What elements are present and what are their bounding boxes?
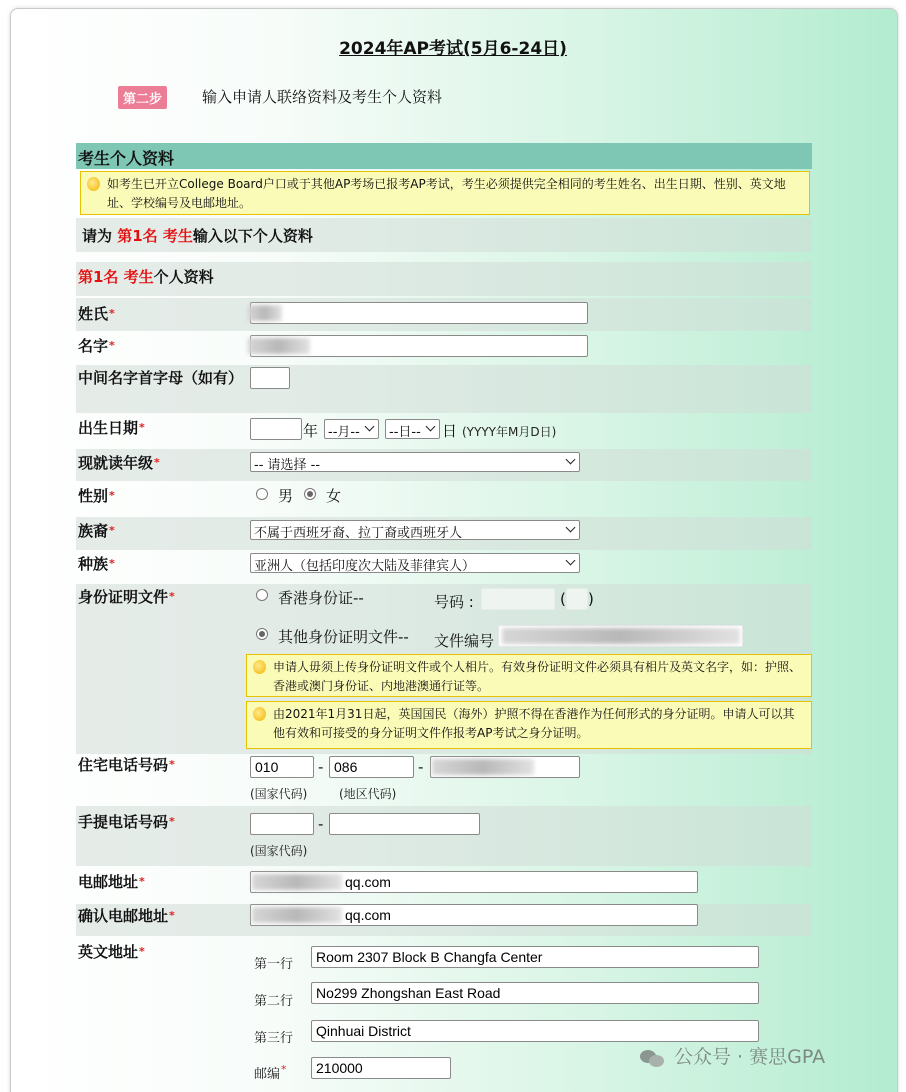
redacted-given-name [248, 338, 310, 354]
dob-day-unit: 日 [442, 422, 458, 440]
address-label: 英文地址* [78, 943, 145, 961]
home-country-code-input[interactable] [250, 756, 314, 778]
step-description: 输入申请人联络资料及考生个人资料 [202, 88, 443, 106]
address-line3-input[interactable] [311, 1020, 759, 1042]
given-name-label: 名字* [78, 337, 115, 355]
surname-input[interactable] [250, 302, 588, 324]
race-select[interactable]: 亚洲人（包括印度次大陆及菲律宾人） [250, 553, 580, 573]
redacted-surname [248, 305, 282, 321]
step-badge: 第二步 [118, 86, 167, 109]
mobile-country-code-hint: (国家代码) [250, 844, 308, 858]
redacted-id-number [502, 628, 740, 644]
info-note-text: 如考生已开立College Board户口或于其他AP考场已报考AP考试，考生必须提供完全相同的考生姓名、出生日期、性别、英文地址、学校编号及电邮地址。 [107, 177, 786, 210]
id-other-radio[interactable] [256, 628, 268, 640]
lightbulb-icon [87, 177, 100, 191]
gender-male-label: 男 [278, 487, 294, 505]
watermark: 公众号 · 赛思GPA [640, 1042, 825, 1069]
id-note-1-text: 申请人毋须上传身份证明文件或个人相片。有效身份证明文件必须具有相片及英文名字，如：护照、香港或澳门身份证、内地港澳通行证等。 [273, 660, 802, 693]
id-other-label: 其他身份证明文件-- [278, 628, 409, 646]
grade-label: 现就读年级* [78, 454, 160, 472]
grade-select[interactable]: -- 请选择 -- [250, 452, 580, 472]
id-number-label: 号码 : [434, 593, 474, 611]
address-line1-input[interactable] [311, 946, 759, 968]
middle-initial-label: 中间名字首字母（如有） [78, 369, 244, 387]
dob-year-unit: 年 [303, 422, 319, 440]
mobile-country-code-input[interactable] [250, 813, 314, 835]
id-number-input[interactable] [481, 588, 555, 610]
chevron-down-icon [566, 556, 576, 566]
home-dash-1: - [318, 758, 324, 776]
home-area-code-hint: (地区代码) [339, 787, 397, 801]
redacted-email-confirm [252, 907, 342, 923]
email-label: 电邮地址* [78, 873, 145, 891]
redacted-home-phone [432, 759, 534, 775]
chevron-down-icon [426, 422, 436, 432]
wechat-icon [640, 1048, 668, 1068]
lightbulb-icon [253, 707, 266, 721]
mobile-dash: - [318, 815, 324, 833]
home-area-code-input[interactable] [329, 756, 414, 778]
gender-male-radio[interactable] [256, 488, 268, 500]
home-phone-label: 住宅电话号码* [78, 756, 175, 774]
dob-day-select[interactable]: --日-- [385, 419, 440, 439]
dob-month-select[interactable]: --月-- [324, 419, 379, 439]
postcode-label: 邮编* [254, 1063, 287, 1082]
chevron-down-icon [566, 455, 576, 465]
id-check-close: ) [588, 590, 594, 608]
id-note-2-text: 由2021年1月31日起，英国国民（海外）护照不得在香港作为任何形式的身分证明。申请人可以其他有效和可接受的身分证明文件作报考AP考试之身分证明。 [273, 707, 795, 740]
gender-label: 性别* [78, 487, 115, 505]
address-line2-input[interactable] [311, 982, 759, 1004]
middle-initial-input[interactable] [250, 367, 290, 389]
race-label: 种族* [78, 555, 115, 573]
gender-female-radio[interactable] [304, 488, 316, 500]
id-doc-number-label: 文件编号 [434, 632, 495, 650]
redacted-email [252, 874, 342, 890]
address-line1-label: 第一行 [254, 957, 294, 972]
dob-year-input[interactable] [250, 418, 302, 440]
id-note-1 [246, 654, 812, 697]
id-doc-label: 身份证明文件* [78, 588, 175, 606]
home-country-code-hint: (国家代码) [250, 787, 308, 801]
chevron-down-icon [566, 523, 576, 533]
mobile-label: 手提电话号码* [78, 813, 175, 831]
id-note-2 [246, 701, 812, 749]
address-line2-label: 第二行 [254, 994, 294, 1009]
dob-label: 出生日期* [78, 419, 145, 437]
prompt-text: 请为 第1名 考生输入以下个人资料 [82, 227, 313, 245]
chevron-down-icon [365, 422, 375, 432]
section-header: 考生个人资料 [76, 143, 812, 169]
info-note [80, 171, 810, 215]
address-line3-label: 第三行 [254, 1031, 294, 1046]
ethnicity-select[interactable]: 不属于西班牙裔、拉丁裔或西班牙人 [250, 520, 580, 540]
surname-label: 姓氏* [78, 305, 115, 323]
dob-hint: (YYYY年M月D日) [462, 425, 557, 439]
id-check-digit-input[interactable] [566, 588, 588, 610]
gender-female-label: 女 [326, 487, 342, 505]
email-confirm-label: 确认电邮地址* [78, 907, 175, 925]
page-title: 2024年AP考试(5月6-24日) [339, 39, 567, 59]
id-hk-radio[interactable] [256, 589, 268, 601]
id-check-open: ( [560, 590, 566, 608]
postcode-input[interactable] [311, 1057, 451, 1079]
ethnicity-label: 族裔* [78, 522, 115, 540]
lightbulb-icon [253, 660, 266, 674]
mobile-number-input[interactable] [329, 813, 480, 835]
id-hk-label: 香港身份证-- [278, 589, 364, 607]
home-dash-2: - [418, 758, 424, 776]
subhead-text: 第1名 考生个人资料 [78, 268, 214, 286]
